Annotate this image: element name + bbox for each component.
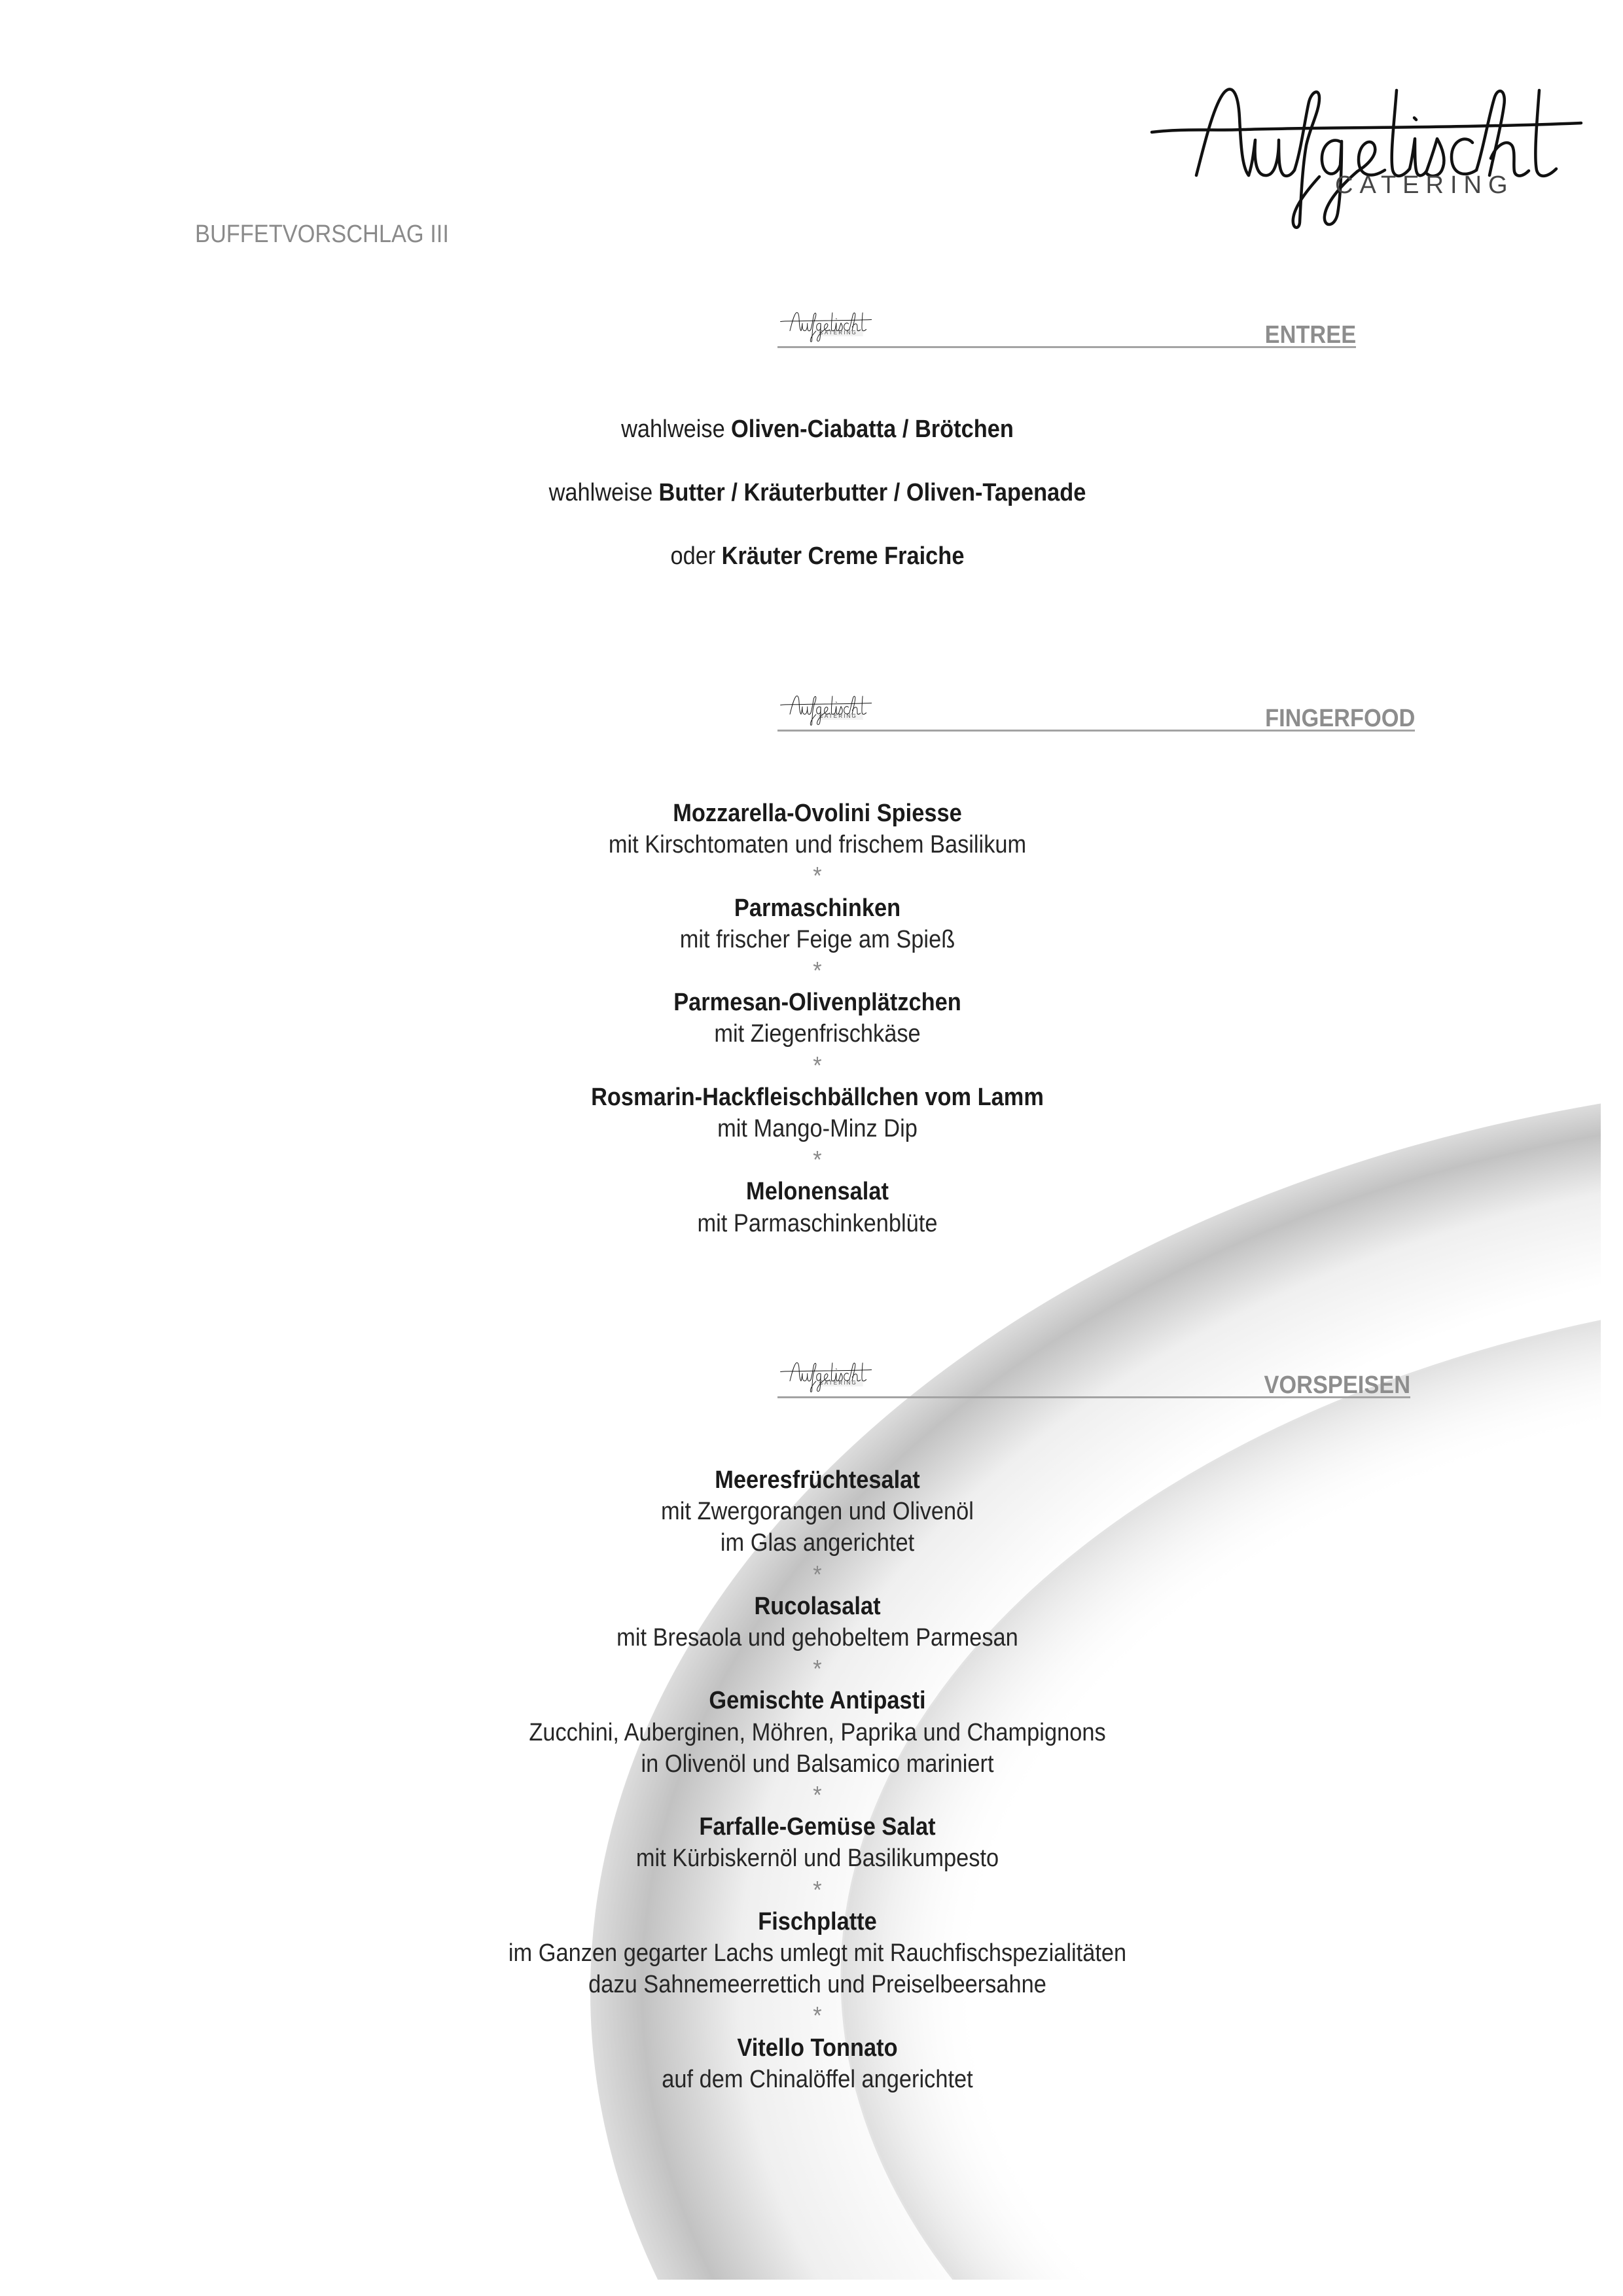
mini-logo-caption: CATERING: [819, 713, 857, 720]
mini-logo-caption: CATERING: [819, 330, 857, 336]
separator-star: *: [813, 957, 822, 985]
menu-item: [462, 798, 1173, 860]
dish-detail: mit Parmaschinkenblüte: [697, 1209, 938, 1237]
dish-detail: mit Mango-Minz Dip: [717, 1115, 918, 1143]
menu-item: [462, 2032, 1173, 2095]
menu-item: [462, 892, 1173, 955]
dish-detail: in Olivenöl und Balsamico mariniert: [641, 1750, 994, 1778]
mini-logo: [777, 309, 874, 344]
dish-name: Meeresfrüchtesalat: [715, 1466, 920, 1494]
menu-item: [462, 1685, 1173, 1780]
mini-logo: [777, 1359, 874, 1394]
dish-detail: mit Bresaola und gehobeltem Parmesan: [616, 1624, 1018, 1652]
dish-detail: mit Kürbiskernöl und Basilikumpesto: [635, 1845, 999, 1873]
dish-name: Vitello Tonnato: [737, 2034, 898, 2062]
menu-item: [462, 1591, 1173, 1653]
section-header-entree: [777, 306, 1356, 348]
mini-logo-caption: CATERING: [819, 1380, 857, 1386]
menu-item: [462, 1176, 1173, 1239]
section-heading: VORSPEISEN: [1264, 1371, 1410, 1399]
menu-line: [462, 525, 1173, 588]
dish-name: Melonensalat: [746, 1178, 889, 1206]
dish-detail: dazu Sahnemeerrettich und Preiselbeersahne: [588, 1971, 1046, 1999]
menu-item: [462, 1082, 1173, 1144]
entree-list: [462, 398, 1173, 588]
menu-item: [462, 1464, 1173, 1559]
separator-star: *: [813, 1561, 822, 1589]
line-item: Butter / Kräuterbutter / Oliven-Tapenade: [658, 479, 1086, 506]
dish-name: Gemischte Antipasti: [709, 1687, 926, 1715]
mini-logo-script: [781, 1363, 872, 1392]
dish-name: Parmaschinken: [734, 894, 901, 922]
dish-detail: mit Zwergorangen und Olivenöl: [661, 1498, 974, 1526]
page-title: BUFFETVORSCHLAG III: [195, 221, 449, 248]
menu-item: [462, 1906, 1173, 2001]
separator-star: *: [813, 1655, 822, 1684]
dish-name: Farfalle-Gemüse Salat: [699, 1813, 936, 1841]
dish-detail: Zucchini, Auberginen, Möhren, Paprika und Champignons: [529, 1718, 1106, 1746]
menu-line: [462, 461, 1173, 525]
logo-script: [1152, 89, 1581, 227]
dish-name: Mozzarella-Ovolini Spiesse: [673, 800, 962, 827]
separator-star: *: [813, 1782, 822, 1810]
line-prefix: wahlweise: [548, 479, 653, 506]
line-prefix: oder: [670, 542, 716, 570]
dish-detail: im Ganzen gegarter Lachs umlegt mit Rauchfischspezialitäten: [508, 1939, 1127, 1968]
dish-detail: mit Ziegenfrischkäse: [714, 1020, 921, 1048]
separator-star: *: [813, 1051, 822, 1080]
dish-name: Parmesan-Olivenplätzchen: [673, 989, 961, 1017]
mini-logo: [777, 692, 874, 727]
section-heading: ENTREE: [1264, 321, 1356, 349]
separator-star: *: [813, 2002, 822, 2030]
logo-caption: CATERING: [1335, 171, 1514, 199]
section-header-fingerfood: [777, 689, 1415, 732]
menu-line: [462, 398, 1173, 461]
brand-logo: [1139, 72, 1590, 236]
fingerfood-list: [462, 798, 1173, 1239]
section-heading: FINGERFOOD: [1264, 705, 1415, 732]
dish-detail: mit frischer Feige am Spieß: [679, 925, 955, 953]
line-item: Oliven-Ciabatta / Brötchen: [731, 415, 1014, 443]
dish-name: Rucolasalat: [754, 1592, 881, 1620]
dish-name: Rosmarin-Hackfleischbällchen vom Lamm: [591, 1083, 1044, 1111]
line-item: Kräuter Creme Fraiche: [721, 542, 965, 570]
mini-logo-script: [781, 696, 872, 726]
vorspeisen-list: [462, 1464, 1173, 2095]
dish-detail: im Glas angerichtet: [720, 1529, 915, 1557]
section-header-vorspeisen: [777, 1356, 1410, 1398]
line-prefix: wahlweise: [621, 415, 725, 443]
menu-item: [462, 987, 1173, 1050]
menu-item: [462, 1811, 1173, 1874]
dish-detail: auf dem Chinalöffel angerichtet: [662, 2065, 973, 2093]
mini-logo-script: [781, 313, 872, 342]
separator-star: *: [813, 1876, 822, 1904]
dish-detail: mit Kirschtomaten und frischem Basilikum: [608, 831, 1027, 859]
separator-star: *: [813, 1146, 822, 1174]
dish-name: Fischplatte: [758, 1907, 877, 1935]
separator-star: *: [813, 862, 822, 891]
